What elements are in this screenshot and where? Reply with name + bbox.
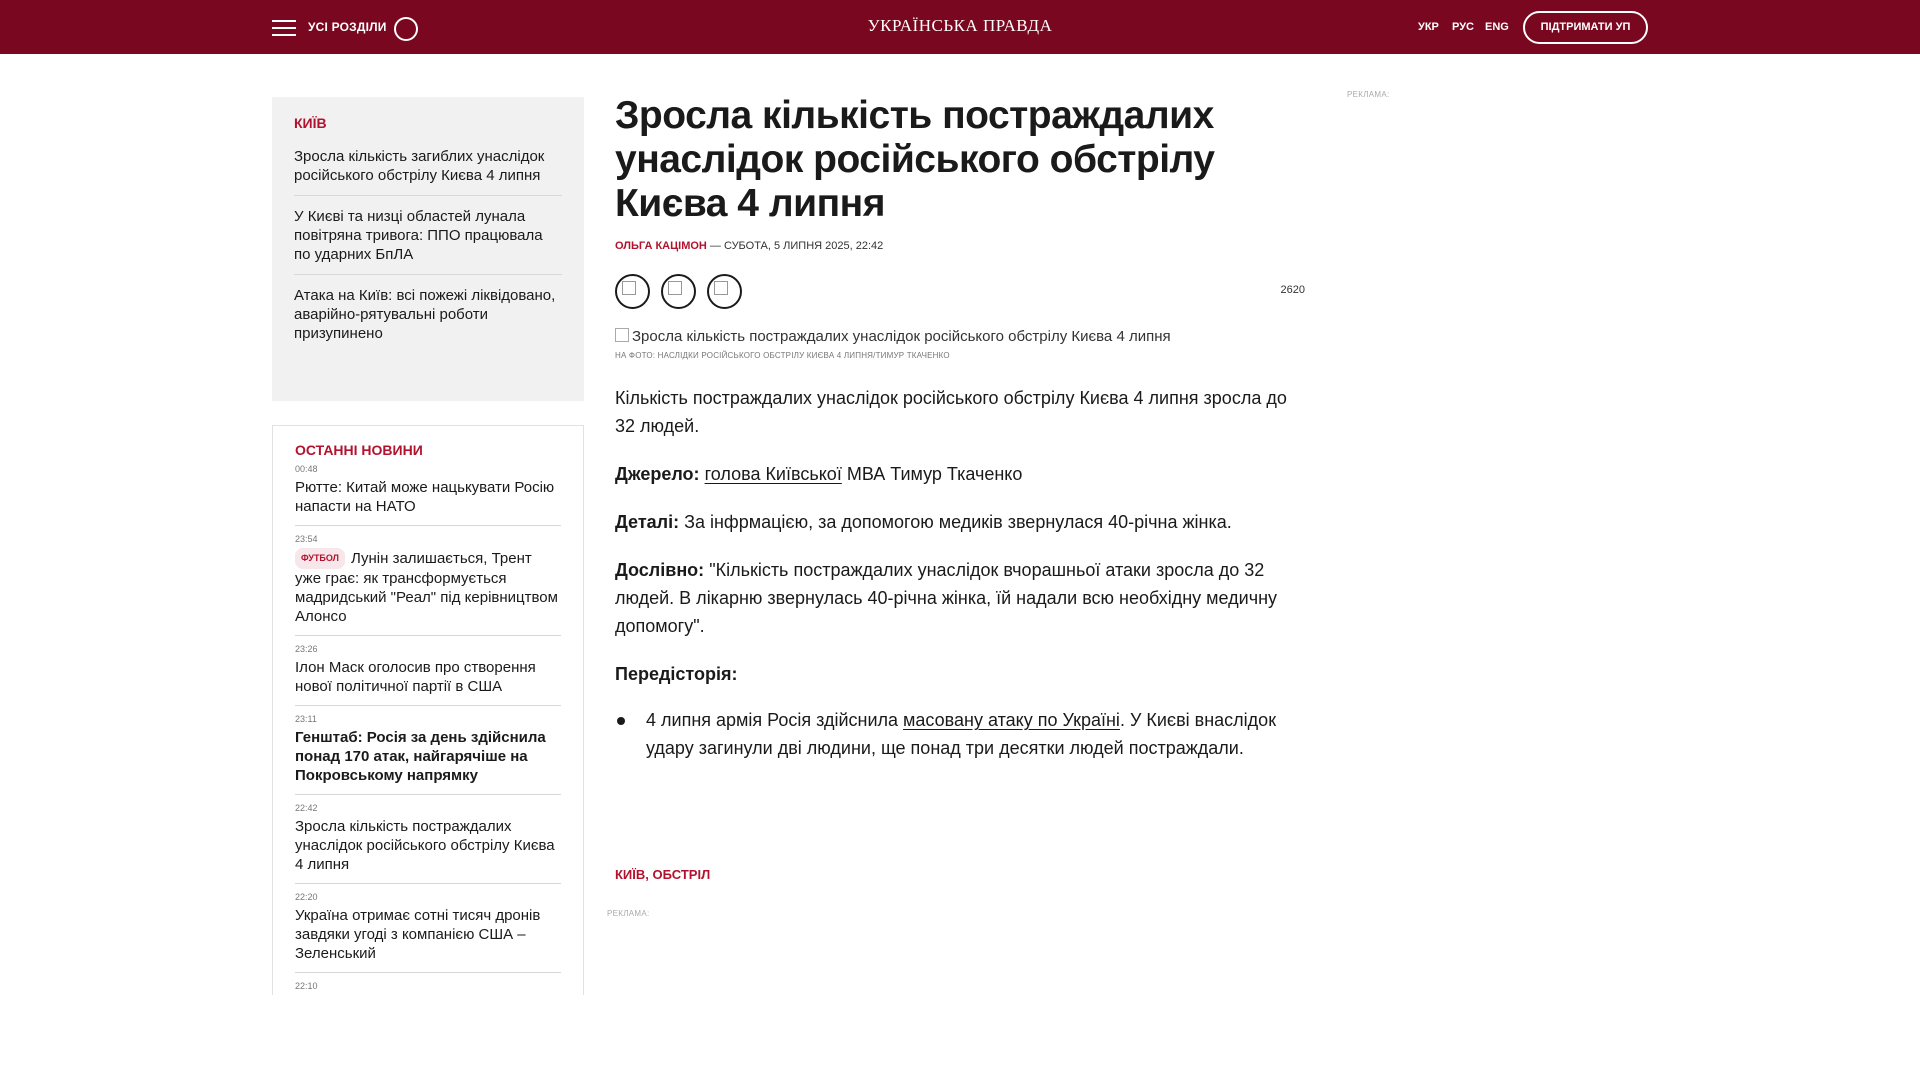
news-time: 23:11 [295, 714, 317, 724]
support-button[interactable]: ПІДТРИМАТИ УП [1523, 11, 1648, 44]
article-date: — СУБОТА, 5 ЛИПНЯ 2025, 22:42 [706, 240, 884, 252]
latest-news-item[interactable] [295, 981, 561, 995]
background-bullet [615, 706, 1305, 762]
football-tag-badge[interactable]: ФУТБОЛ [295, 548, 345, 569]
logo-link[interactable]: УКРАЇНСЬКА ПРАВДА [867, 16, 1053, 35]
views-count: 2620 [1280, 284, 1305, 296]
news-headline-text[interactable]: Лунін залишається, Трент уже грає: як трансформується мадридський "Реал" під керівництвом Алонсо [295, 550, 558, 625]
lang-ukr-link[interactable]: УКР [1418, 21, 1439, 33]
ad-label-right: РЕКЛАМА: [1347, 90, 1390, 99]
latest-news-title[interactable]: ОСТАННІ НОВИНИ [295, 442, 423, 458]
search-icon[interactable] [394, 17, 418, 41]
hamburger-menu-icon[interactable] [272, 20, 296, 36]
article-lead: Кількість постраждалих унаслідок російського обстрілу Києва 4 липня зросла до 32 людей. [615, 388, 1287, 436]
details-text: За інфрмацією, за допомогою медиків звернулася 40-річна жінка. [679, 512, 1232, 532]
share-row [615, 274, 1305, 314]
article-photo: Зросла кількість постраждалих унаслідок російського обстрілу Києва 4 липня [615, 328, 1305, 345]
source-label: Джерело: [615, 464, 700, 484]
news-headline[interactable]: Україна отримає сотні тисяч дронів завдяки угоді з компанією США – Зеленський [295, 907, 541, 962]
news-time: 22:10 [295, 981, 318, 991]
latest-news-item[interactable] [295, 534, 561, 636]
share-twitter-icon[interactable] [661, 274, 696, 309]
tag-separator: , [645, 867, 653, 882]
quote-text: "Кількість постраждалих унаслідок вчорашньої атаки зросла до 32 людей. В лікарню звернулась 40-річна жінка, їй надали всю необхідну медичну допомогу". [615, 560, 1278, 636]
news-headline[interactable]: Зросла кількість постраждалих унаслідок російського обстрілу Києва 4 липня [295, 818, 555, 873]
news-headline[interactable]: Генштаб: Росія за день здійснила понад 170 атак, найгарячіше на Покровському напрямку [295, 729, 546, 784]
kyiv-section-title[interactable]: КИЇВ [294, 115, 327, 131]
photo-caption: НА ФОТО: НАСЛІДКИ РОСІЙСЬКОГО ОБСТРІЛУ КИЄВА 4 ЛИПНЯ/ТИМУР ТКАЧЕНКО [615, 351, 950, 360]
article [615, 94, 1305, 762]
news-time: 23:26 [295, 644, 318, 654]
news-time: 22:20 [295, 892, 318, 902]
article-byline [615, 240, 1305, 252]
kyiv-news-box [272, 97, 584, 401]
news-time: 23:54 [295, 534, 318, 544]
quote-label: Дослівно: [615, 560, 705, 580]
kyiv-news-item[interactable]: У Києві та низці областей лунала повітряна тривога: ППО працювала по ударних БпЛА [294, 207, 562, 275]
latest-news-item[interactable] [295, 892, 561, 973]
news-headline[interactable]: Рютте: Китай може нацькувати Росію напасти на НАТО [295, 479, 555, 515]
ad-label-bottom: РЕКЛАМА: [607, 909, 650, 918]
article-quote [615, 556, 1305, 640]
news-headline[interactable]: Ілон Маск оголосив про створення нової політичної партії в США [295, 659, 536, 695]
attack-link[interactable]: масовану атаку по Україні [903, 710, 1120, 730]
article-tags [615, 867, 710, 882]
latest-news-box [272, 425, 584, 995]
latest-news-item[interactable] [295, 464, 561, 526]
share-telegram-icon[interactable] [707, 274, 742, 309]
article-title: Зросла кількість постраждалих унаслідок російського обстрілу Києва 4 липня [615, 94, 1215, 225]
latest-news-item[interactable] [295, 644, 561, 706]
news-headline[interactable] [295, 548, 561, 626]
source-link[interactable]: голова Київської [704, 464, 842, 484]
article-details [615, 508, 1305, 536]
bullet-pre: 4 липня армія Росія здійснила [646, 710, 904, 730]
bullet-post: . У Києві внаслідок удару загинули дві людини, ще понад три десятки людей постраждали. [646, 710, 1277, 758]
latest-news-item[interactable] [295, 803, 561, 884]
details-label: Деталі: [615, 512, 680, 532]
lang-rus-link[interactable]: РУС [1452, 21, 1474, 33]
top-header [0, 0, 1920, 54]
all-sections-link[interactable]: УСІ РОЗДІЛИ [308, 20, 387, 34]
news-time: 00:48 [295, 464, 318, 474]
tag-kyiv-link[interactable]: КИЇВ [615, 867, 646, 882]
background-label: Передісторія: [615, 664, 738, 684]
author-link[interactable]: ОЛЬГА КАЦІМОН [615, 240, 707, 252]
news-time: 22:42 [295, 803, 318, 813]
article-source [615, 460, 1305, 488]
share-facebook-icon[interactable] [615, 274, 650, 309]
kyiv-news-item[interactable]: Атака на Київ: всі пожежі ліквідовано, аварійно-рятувальні роботи призупинено [294, 287, 556, 342]
latest-news-item[interactable] [295, 714, 561, 795]
kyiv-news-item[interactable]: Зросла кількість загиблих унаслідок російського обстрілу Києва 4 липня [294, 147, 562, 196]
source-rest: МВА Тимур Ткаченко [841, 464, 1023, 484]
tag-shelling-link[interactable]: ОБСТРІЛ [652, 867, 711, 882]
article-background [615, 660, 1305, 688]
lang-eng-link[interactable]: ENG [1485, 21, 1509, 33]
